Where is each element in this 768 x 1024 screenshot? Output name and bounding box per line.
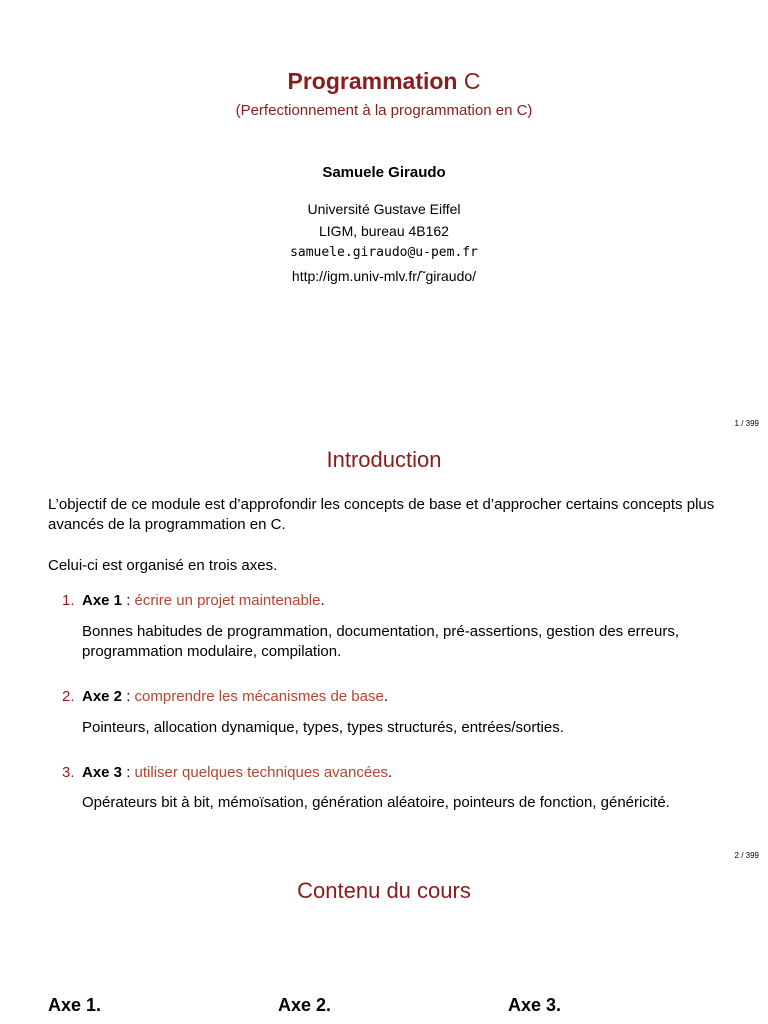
- introduction-slide: [0, 432, 768, 864]
- column-heading-axe-3: Axe 3.: [508, 995, 562, 1015]
- axe-highlight: écrire un projet maintenable: [134, 592, 321, 609]
- axe-description: Opérateurs bit à bit, mémoïsation, génération aléatoire, pointeurs de fonction, généricité.: [82, 794, 670, 811]
- presentation-subtitle: (Perfectionnement à la programmation en C): [235, 102, 533, 119]
- axe-label: Axe 3: [82, 764, 123, 781]
- list-item-axe-3: [62, 763, 722, 783]
- axe-highlight: comprendre les mécanismes de base: [134, 688, 384, 705]
- author-name: Samuele Giraudo: [322, 164, 446, 181]
- period: .: [383, 688, 389, 705]
- slide-title: Contenu du cours: [297, 878, 471, 903]
- affiliation-university: Université Gustave Eiffel: [307, 201, 461, 217]
- page-number: 1 / 399: [734, 419, 759, 428]
- column-heading-axe-1: Axe 1.: [48, 995, 102, 1015]
- axe-description: Bonnes habitudes de programmation, documentation, pré-assertions, gestion des erreurs, programmation modulaire, compilation.: [82, 623, 680, 660]
- author-homepage[interactable]: http://igm.univ-mlv.fr/˜giraudo/: [291, 268, 477, 284]
- axe-highlight: utiliser quelques techniques avancées: [134, 764, 389, 781]
- presentation-title: [0, 68, 768, 95]
- list-item-axe-2: [62, 687, 722, 707]
- intro-paragraph: L’objectif de ce module est d’approfondir les concepts de base et d’approcher certains concepts plus avancés de la programmation en C.: [48, 496, 715, 533]
- axe-description: Pointeurs, allocation dynamique, types, types structurés, entrées/sorties.: [82, 719, 564, 736]
- title-suffix: C: [463, 68, 481, 94]
- period: .: [388, 764, 393, 781]
- affiliation-lab: LIGM, bureau 4B162: [319, 223, 449, 239]
- list-item-axe-1: [62, 591, 722, 611]
- list-number: 3.: [62, 764, 75, 781]
- title-slide: [0, 0, 768, 432]
- separator: :: [122, 764, 135, 781]
- title-main: Programmation: [287, 68, 458, 94]
- course-content-slide: [0, 864, 768, 1024]
- list-number: 1.: [62, 592, 75, 609]
- axe-label: Axe 2: [82, 688, 123, 705]
- separator: :: [122, 592, 135, 609]
- column-heading-axe-2: Axe 2.: [278, 995, 332, 1015]
- author-email[interactable]: samuele.giraudo@u-pem.fr: [290, 245, 478, 260]
- list-number: 2.: [62, 688, 75, 705]
- separator: :: [122, 688, 135, 705]
- slide-title: Introduction: [326, 447, 442, 472]
- axe-label: Axe 1: [82, 592, 123, 609]
- intro-axes-sentence: Celui-ci est organisé en trois axes.: [48, 557, 278, 574]
- period: .: [320, 592, 325, 609]
- page-number: 2 / 399: [734, 851, 759, 860]
